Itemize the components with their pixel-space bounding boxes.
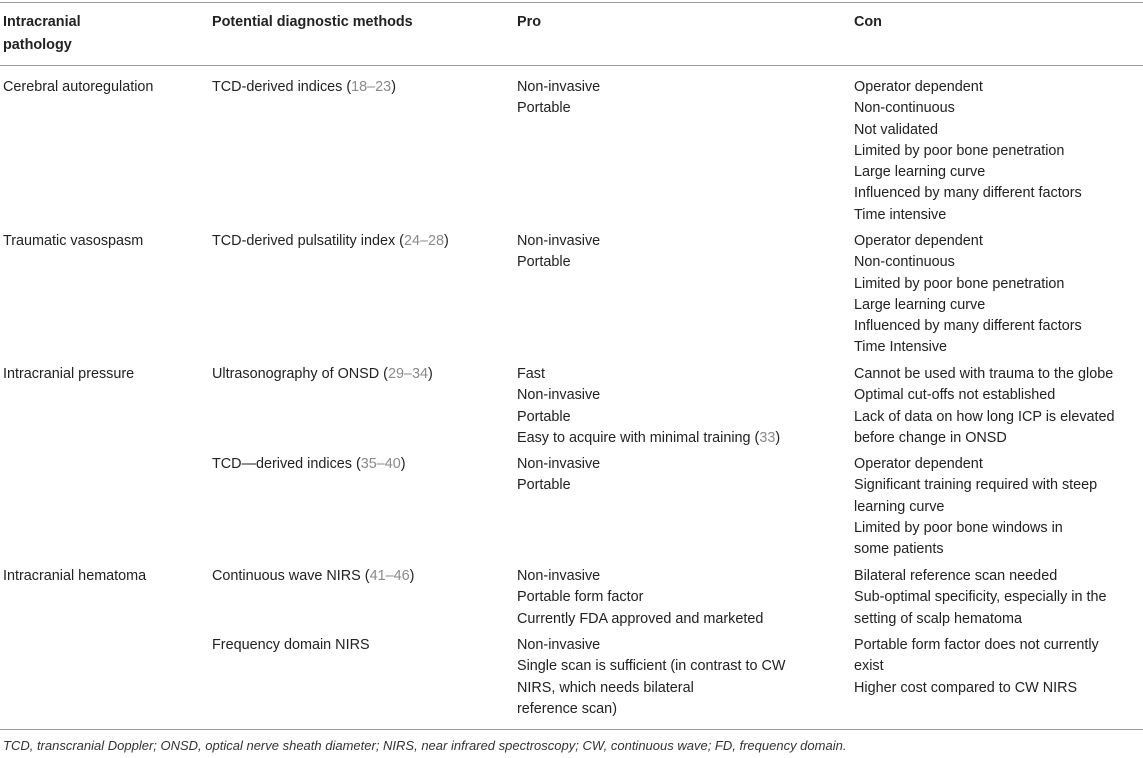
method-cell	[212, 635, 502, 656]
header-pro: Pro	[517, 14, 541, 30]
table-footnote: TCD, transcranial Doppler; ONSD, optical nerve sheath diameter; NIRS, near infrared spectroscopy; CW, continuous wave; FD, frequency domain.	[3, 738, 847, 753]
reference-link[interactable]: 35–40	[360, 456, 401, 472]
con-item: Higher cost compared to CW NIRS	[854, 679, 1078, 696]
con-item: Bilateral reference scan needed	[854, 568, 1058, 584]
header-methods: Potential diagnostic methods	[212, 14, 413, 30]
con-item: Large learning curve	[854, 296, 986, 313]
pathology-cell: Cerebral autoregulation	[3, 79, 154, 95]
pro-item: reference scan)	[517, 700, 617, 717]
pro-item: Non-invasive	[517, 387, 601, 404]
pathology-cell: Intracranial hematoma	[3, 568, 147, 584]
pro-cell	[517, 231, 817, 274]
pro-item-text: Easy to acquire with minimal training (	[517, 429, 760, 446]
con-item: setting of scalp hematoma	[854, 610, 1022, 627]
con-item: exist	[854, 658, 884, 675]
reference-link[interactable]: 18–23	[351, 79, 392, 95]
method-text-close: )	[428, 366, 433, 382]
con-cell	[854, 231, 1140, 359]
method-text: TCD-derived pulsatility index (	[212, 233, 404, 249]
pro-cell	[517, 364, 817, 449]
header-pathology	[3, 11, 203, 57]
con-cell	[854, 77, 1140, 226]
con-cell	[854, 454, 1140, 560]
pro-cell	[517, 77, 817, 120]
pro-item: Non-invasive	[517, 456, 601, 472]
method-text: TCD—derived indices (	[212, 456, 361, 472]
con-item: Cannot be used with trauma to the globe	[854, 366, 1114, 382]
con-item: Operator dependent	[854, 233, 983, 249]
header-con: Con	[854, 14, 882, 30]
pro-item-text-close: )	[775, 429, 781, 446]
pro-item: Non-invasive	[517, 233, 601, 249]
pro-cell	[517, 566, 817, 630]
method-cell	[212, 454, 502, 475]
table-header-rule	[0, 65, 1143, 66]
header-pathology-line2: pathology	[3, 37, 72, 53]
method-text-close: )	[391, 79, 396, 95]
method-text: Frequency domain NIRS	[212, 637, 370, 653]
method-text-close: )	[409, 568, 415, 584]
method-text: Ultrasonography of ONSD (	[212, 366, 388, 382]
pro-item: Portable	[517, 100, 571, 117]
con-item: before change in ONSD	[854, 429, 1007, 446]
pro-item: Single scan is sufficient (in contrast to CW	[517, 658, 786, 675]
con-item: learning curve	[854, 498, 945, 515]
reference-link[interactable]: 29–34	[387, 366, 428, 382]
con-item: Sub-optimal specificity, especially in the	[854, 589, 1107, 606]
table-header	[0, 11, 1143, 61]
con-cell	[854, 364, 1140, 449]
method-text: Continuous wave NIRS (	[212, 568, 370, 584]
con-item: Influenced by many different factors	[854, 185, 1082, 202]
pro-item: Fast	[517, 366, 545, 382]
reference-link[interactable]: 41–46	[369, 568, 410, 584]
con-item: Operator dependent	[854, 79, 983, 95]
con-item: Influenced by many different factors	[854, 318, 1082, 335]
con-item: Operator dependent	[854, 456, 983, 472]
pro-item: Non-invasive	[517, 79, 601, 95]
reference-link[interactable]: 24–28	[403, 233, 444, 249]
con-item: Large learning curve	[854, 164, 986, 181]
method-text-close: )	[400, 456, 406, 472]
con-item: Limited by poor bone penetration	[854, 142, 1065, 159]
table-bottom-rule	[0, 729, 1143, 730]
con-item: Not validated	[854, 121, 938, 138]
pathology-cell: Traumatic vasospasm	[3, 233, 144, 249]
pro-item: Portable	[517, 477, 571, 494]
con-cell	[854, 566, 1140, 630]
con-item: Limited by poor bone penetration	[854, 275, 1065, 292]
method-cell	[212, 566, 502, 587]
reference-link[interactable]: 33	[759, 429, 776, 446]
pro-item: NIRS, which needs bilateral	[517, 679, 694, 696]
con-item: Time Intensive	[854, 339, 948, 356]
pro-item: Currently FDA approved and marketed	[517, 610, 764, 627]
con-item: Non-continuous	[854, 254, 955, 271]
con-item: Lack of data on how long ICP is elevated	[854, 408, 1115, 425]
method-cell	[212, 364, 502, 385]
pro-item	[517, 428, 817, 449]
pathology-cell: Intracranial pressure	[3, 366, 135, 382]
con-cell	[854, 635, 1140, 699]
con-item: Limited by poor bone windows in	[854, 519, 1063, 536]
con-item: Portable form factor does not currently	[854, 637, 1099, 653]
pro-item: Portable form factor	[517, 589, 644, 606]
pro-item: Portable	[517, 408, 571, 425]
con-item: Non-continuous	[854, 100, 955, 117]
method-cell	[212, 231, 502, 252]
header-pathology-line1: Intracranial	[3, 14, 81, 30]
pro-item: Portable	[517, 254, 571, 271]
method-cell	[212, 77, 502, 98]
pro-item: Non-invasive	[517, 637, 601, 653]
pro-cell	[517, 635, 817, 720]
con-item: some patients	[854, 541, 944, 558]
method-text-close: )	[443, 233, 449, 249]
table-top-rule	[0, 2, 1143, 3]
con-item: Optimal cut-offs not established	[854, 387, 1056, 404]
pro-cell	[517, 454, 817, 497]
method-text: TCD-derived indices (	[212, 79, 352, 95]
con-item: Time intensive	[854, 206, 947, 223]
con-item: Significant training required with steep	[854, 477, 1098, 494]
pro-item: Non-invasive	[517, 568, 601, 584]
